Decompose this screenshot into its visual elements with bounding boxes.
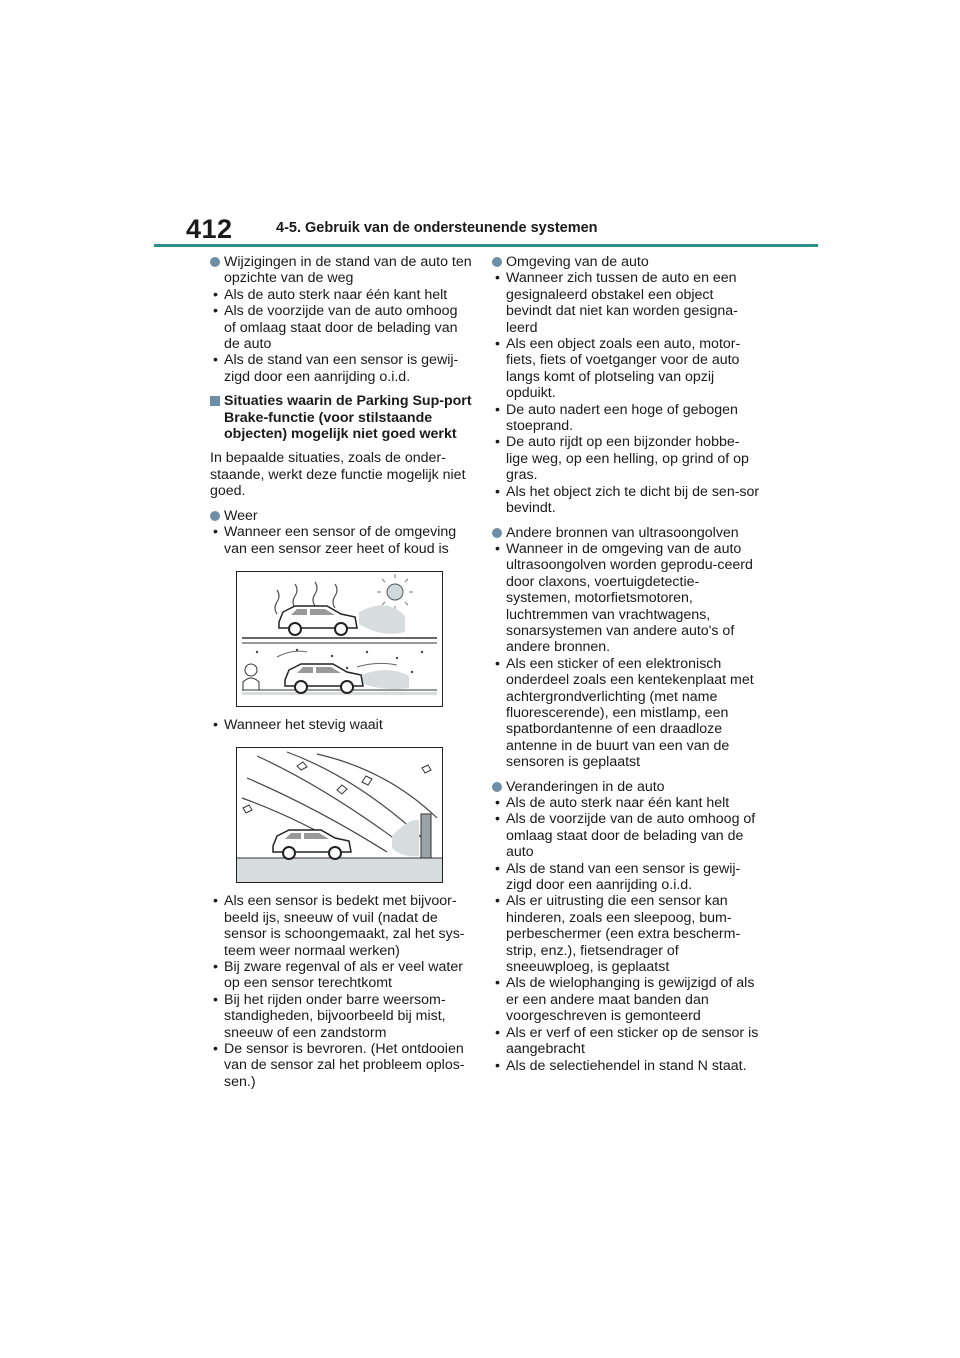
list-item: • Als een sensor is bedekt met bijvoor-beeld ijs, sneeuw of vuil (nadat de sensor is schoongemaakt, zal het sys-teem weer normaal werken) [213,893,465,959]
list-item: • Als het object zich te dicht bij de sen-sor bevindt. [495,483,760,517]
list-item: • Als de selectiehendel in stand N staat. [495,1057,747,1074]
topic-title: Weer [224,507,258,524]
list-item: • Als de stand van een sensor is gewij-zigd door een aanrijding o.i.d. [495,860,741,894]
section-heading: Situaties waarin de Parking Sup-port Brake-functie (voor stilstaande objecten) mogelijk niet goed werkt [210,393,472,442]
list-item: • Als de auto sterk naar één kant helt [495,795,730,811]
circle-bullet-icon [210,257,220,267]
page-header [186,208,826,248]
list-item: • Bij het rijden onder barre weersom-standigheden, bijvoorbeeld bij mist, sneeuw of een zandstorm [213,991,446,1041]
car-icon [273,830,351,859]
figure-wind-illustration [236,747,443,883]
topic-environment [492,254,760,517]
list-item: • Als er uitrusting die een sensor kan hinderen, zoals een sleepoog, bum-perbeschermer (een extra bescherm-strip, enz.), fietsendrager of sneeuwploeg, is geplaatst [495,893,741,976]
car-icon [279,606,357,635]
list-item: • Als de voorzijde van de auto omhoog of omlaag staat door de belading van de auto [495,811,756,861]
list-item: • Als een object zoals een auto, motor-fiets, fiets of voetganger voor de auto langs komt of plotseling van opzij opduikt. [495,336,741,402]
list-item: • De auto nadert een hoge of gebogen stoeprand. [495,401,738,435]
circle-bullet-icon [492,528,502,538]
topic-vehicle-position [210,254,472,385]
list-item: • Bij zware regenval of als er veel water op een sensor terechtkomt [213,958,463,992]
intro-text: In bepaalde situaties, zoals de onder-staande, werkt deze functie mogelijk niet goed. [210,450,466,500]
list-item: • Wanneer een sensor of de omgeving van een sensor zeer heet of koud is [213,524,457,557]
list-item: • De sensor is bevroren. (Het ontdooien van de sensor zal het probleem oplos-sen.) [213,1040,465,1090]
list-item: • Wanneer zich tussen de auto en een gesignaleerd obstakel een object bevindt dat niet kan worden gesigna-leerd [495,270,738,336]
car-icon [285,664,363,693]
circle-bullet-icon [492,782,502,792]
topic-title: Wijzigingen in de stand van de auto ten opzichte van de weg [224,254,472,287]
list-item: • Als er verf of een sticker op de sensor is aangebracht [495,1024,759,1058]
list-item: • Wanneer het stevig waait [213,716,383,733]
square-bullet-icon [210,396,220,406]
topic-weather [210,508,472,557]
list-item: • Als een sticker of een elektronisch onderdeel zoals een kentekenplaat met achtergrondverlichting (met name fluorescerende), een mistlamp, een spatbordantenne of een draadloze antenne in de buurt van een van de sensoren is geplaatst [495,655,754,771]
right-column [492,254,760,1082]
list-item: • Wanneer in de omgeving van de auto ultrasoongolven worden geprodu-ceerd door claxons, voertuigdetectie-systemen, motorfietsmotoren, luchtremmen van vrachtwagens, sonarsystemen van andere auto's of andere bronnen. [495,540,753,656]
list-item: • Als de auto sterk naar één kant helt [213,286,448,303]
topic-vehicle-changes [492,779,760,1074]
topic-title: Veranderingen in de auto [506,778,665,795]
left-column [210,254,472,1090]
header-rule [154,244,818,247]
circle-bullet-icon [210,511,220,521]
topic-title: Omgeving van de auto [506,254,649,270]
figure-heat-cold-illustration [236,571,443,707]
page-number: 412 [186,214,233,244]
topic-ultrasound [492,525,760,771]
list-item: • Als de wielophanging is gewijzigd of als er een andere maat banden dan voorgeschreven is gemonteerd [495,975,755,1025]
list-item: • Als de stand van een sensor is gewij-zigd door een aanrijding o.i.d. [213,352,459,385]
list-item: • Als de voorzijde van de auto omhoog of omlaag staat door de belading van de auto [213,303,458,353]
section-title: 4-5. Gebruik van de ondersteunende systemen [276,220,598,236]
topic-title: Andere bronnen van ultrasoongolven [506,524,739,541]
list-item: • De auto rijdt op een bijzonder hobbe-lige weg, op een helling, op grind of op gras. [495,434,749,484]
circle-bullet-icon [492,257,502,267]
